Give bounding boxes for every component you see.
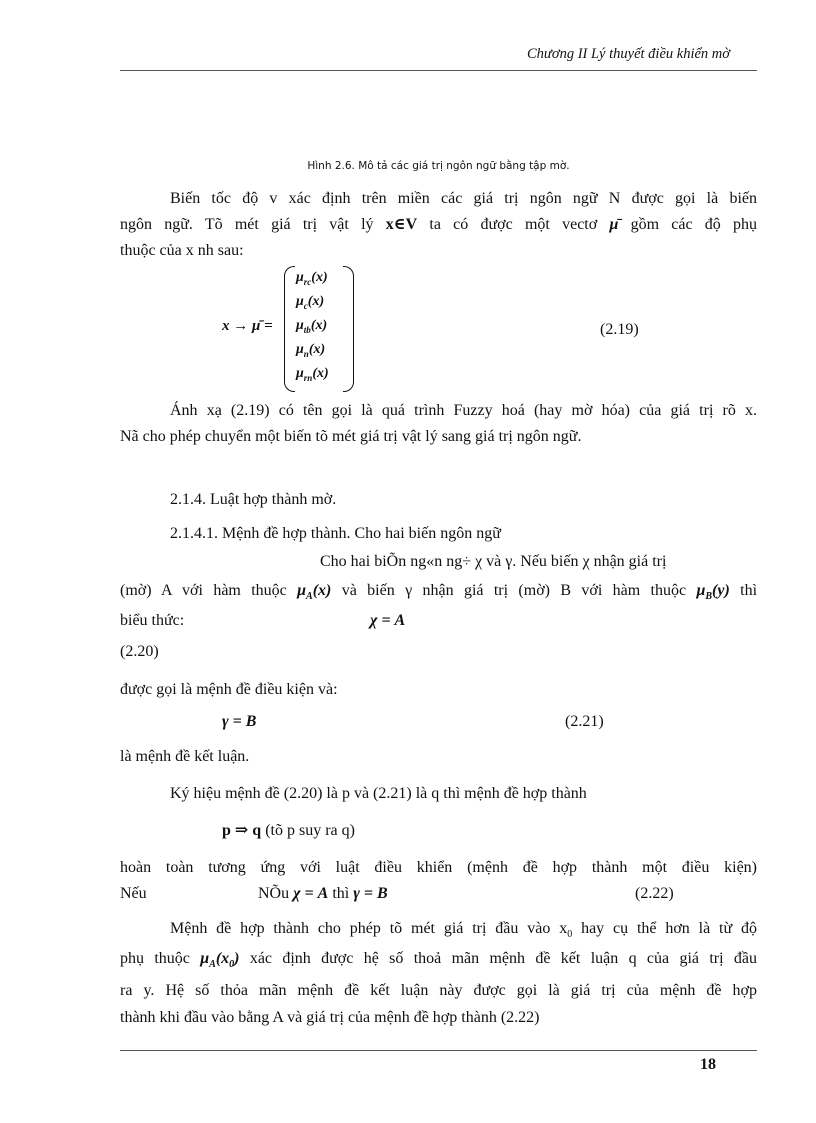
mu-a-x0-math: $\mu_A(x_0)$ (200, 950, 240, 971)
para5-line1: hoàn toàn tương ứng với luật điều khiển (mệnh đề hợp thành một điều kiện) (120, 859, 757, 876)
para4-line: Ký hiệu mệnh đề (2.20) là p và (2.21) là q thì mệnh đề hợp thành (170, 785, 587, 802)
p-implies-q-math: p ⇒ q (222, 822, 262, 839)
figure-caption: Hình 2.6. Mô tả các giá trị ngôn ngữ bằng tập mờ. (307, 160, 570, 172)
right-bracket (343, 266, 354, 392)
mu-vector-symbol: μ̄ (609, 216, 619, 233)
ketluan-line: là mệnh đề kết luận. (120, 748, 250, 765)
para1-line2-text-a: ngôn ngữ. Tõ mét giá trị vật lý (120, 216, 374, 233)
para3-text-b: và biến γ nhận giá trị (mờ) B với hàm thuộc (341, 582, 687, 599)
vector-entry: $\mu_{rc}(x)$ (296, 270, 328, 287)
x0-subscript: 0 (567, 929, 573, 941)
chapter-header: Chương II Lý thuyết điều khiển mờ (527, 46, 730, 62)
dieukien-line: được gọi là mệnh đề điều kiện và: (120, 681, 338, 698)
implication-text: (tõ p suy ra q) (265, 822, 355, 839)
chi-equals-a-math: χ = A (370, 612, 406, 629)
para1-line2 (120, 212, 757, 238)
para6-line1 (170, 916, 757, 948)
para3-line1: Cho hai biÕn ng«n ng÷ χ và γ. Nếu biến χ nhận giá trị (320, 553, 667, 570)
para6-text-d: xác định được hệ số thoả mãn mệnh đề kết luận q của giá trị đầu (249, 950, 758, 967)
page-number: 18 (700, 1056, 716, 1073)
para2-line1: Ánh xạ (2.19) có tên gọi là quá trình Fuzzy hoá (hay mờ hóa) của giá trị rõ x. (170, 402, 757, 419)
implication-line (222, 818, 355, 844)
para2-line2: Nã cho phép chuyển một biến tõ mét giá trị vật lý sang giá trị ngôn ngữ. (120, 428, 582, 445)
para6-text-a: Mệnh đề hợp thành cho phép tõ mét giá trị đầu vào x (170, 920, 568, 937)
para1-line2-text-c: gồm các độ phụ (630, 216, 758, 233)
chi-equals-a-math: χ = A (293, 885, 329, 902)
section-heading-2-1-4: 2.1.4. Luật hợp thành mờ. (170, 491, 337, 508)
header-rule (120, 70, 757, 71)
x-in-v-math: x∈V (385, 216, 418, 233)
section-heading-2-1-4-1: 2.1.4.1. Mệnh đề hợp thành. Cho hai biến ngôn ngữ (170, 525, 501, 542)
para6-line3: ra y. Hệ số thỏa mãn mệnh đề kết luận này được gọi là giá trị của mệnh đề hợp (120, 982, 757, 999)
mu-a-x-math: $\mu_A(x)$ (297, 582, 332, 603)
para6-line2 (120, 946, 757, 978)
vector-entry: $\mu_n(x)$ (296, 342, 326, 359)
para5-nen: Nếu (120, 885, 147, 902)
para1-line3: thuộc của x nh sau: (120, 242, 244, 259)
nou-word: NÕu (258, 885, 290, 902)
para1-line2-text-b: ta có được một vectơ (429, 216, 598, 233)
eq221-number: (2.21) (565, 713, 604, 730)
vector-entry: $\mu_{tb}(x)$ (296, 318, 328, 335)
eq222-number: (2.22) (635, 885, 674, 902)
para3-line3-text: biểu thức: (120, 612, 185, 629)
para6-text-b: hay cụ thể hơn là từ độ (581, 920, 758, 937)
eq220-number: (2.20) (120, 643, 159, 660)
footer-rule (120, 1050, 757, 1051)
eq219-lhs: x → μ̄ = (222, 318, 273, 334)
mu-b-y-math: $\mu_B(y)$ (696, 582, 730, 603)
vector-entry: $\mu_{rn}(x)$ (296, 366, 329, 383)
para1-line1: Biến tốc độ v xác định trên miền các giá trị ngôn ngữ N được gọi là biến (170, 190, 757, 207)
left-bracket (284, 266, 295, 392)
thi-word: thì (332, 885, 350, 902)
para6-text-c: phụ thuộc (120, 950, 190, 967)
gamma-equals-b-math: γ = B (222, 713, 257, 730)
para3-line2 (120, 578, 757, 610)
para3-text-a: (mờ) A với hàm thuộc (120, 582, 287, 599)
gamma-equals-b-math: γ = B (353, 885, 388, 902)
eq219-number: (2.19) (600, 321, 639, 338)
para3-text-c: thì (740, 582, 758, 599)
para6-line4: thành khi đầu vào bằng A và giá trị của mệnh đề hợp thành (2.22) (120, 1009, 540, 1026)
para5-rule (258, 881, 388, 907)
eq219-vector (284, 266, 354, 392)
vector-entry: $\mu_c(x)$ (296, 294, 325, 311)
